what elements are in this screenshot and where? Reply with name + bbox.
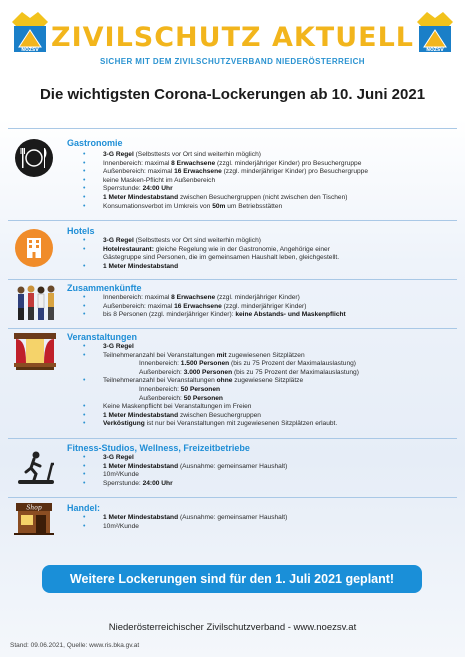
- page-title: ZIVILSCHUTZ AKTUELL: [51, 22, 414, 53]
- section-title: Gastronomie: [67, 138, 123, 148]
- page-subtitle: SICHER MIT DEM ZIVILSCHUTZVERBAND NIEDERÖSTERREICH: [100, 57, 365, 66]
- section-gastronomie: [8, 132, 457, 218]
- item-text: (zzgl. minderjähriger Kinder): [221, 302, 307, 310]
- list-item: [67, 151, 368, 160]
- emphasis-text: Verköstigung: [103, 420, 145, 428]
- emphasis-text: 1.500 Personen: [180, 360, 230, 368]
- item-text: um Betriebsstätten: [225, 202, 283, 210]
- list-item: [67, 412, 359, 421]
- item-text: zugewiesene Sitzplätze: [232, 377, 304, 385]
- list-item: [67, 395, 359, 404]
- list-item: [67, 246, 339, 255]
- item-text: zwischen Besuchergruppen: [178, 411, 261, 419]
- item-text: Innenbereich:: [139, 385, 181, 393]
- list-item: [67, 454, 287, 463]
- list-item: [67, 377, 359, 386]
- item-text: (bis zu 75 Prozent der Maximalauslastung): [229, 360, 356, 368]
- divider: [8, 220, 457, 221]
- emphasis-text: 1 Meter Mindestabstand: [103, 411, 179, 419]
- headline: Die wichtigsten Corona-Lockerungen ab 10. Juni 2021: [39, 86, 426, 103]
- list-item: [67, 311, 346, 320]
- item-text: zugewiesenen Sitzplätzen: [226, 351, 305, 359]
- item-text: Sperrstunde:: [103, 185, 143, 193]
- divider: [8, 438, 457, 439]
- list-item: [67, 203, 368, 212]
- list-item: [67, 463, 287, 472]
- list-item: [67, 303, 346, 312]
- section-title: Veranstaltungen: [67, 332, 138, 342]
- emphasis-text: 3-G Regel: [103, 454, 134, 461]
- section-zusammenkuenfte: [8, 281, 457, 327]
- list-item: [67, 185, 368, 194]
- list-item: [67, 403, 359, 412]
- emphasis-text: 50m: [212, 202, 226, 210]
- section-title: Hotels: [67, 226, 95, 236]
- emphasis-text: 16 Erwachsene: [174, 168, 222, 176]
- emphasis-text: 1 Meter Mindestabstand: [103, 193, 179, 201]
- item-text: (Selbsttests vor Ort sind weiterhin möglich): [133, 237, 261, 244]
- emphasis-text: 50 Personen: [183, 394, 223, 402]
- item-text: Teilnehmeranzahl bei Veranstaltungen: [103, 377, 217, 385]
- emphasis-text: Hotelrestaurant:: [103, 245, 154, 253]
- list-item: [67, 369, 359, 378]
- list-item: [67, 237, 339, 246]
- item-text: Gästegruppe sind Personen, die im gemeinsamen Haushalt leben, gleichgestellt.: [103, 254, 340, 262]
- divider: [8, 128, 457, 129]
- item-text: bis 8 Personen (zzgl. minderjähriger Kinder):: [103, 311, 236, 319]
- section-title: Handel:: [67, 503, 101, 513]
- list-item: [67, 194, 368, 203]
- item-text: (Ausnahme: gemeinsamer Haushalt): [178, 462, 288, 470]
- item-text: ist nur bei Veranstaltungen mit zugewiesenen Sitzplätzen erlaubt.: [144, 420, 338, 428]
- list-item: [67, 254, 339, 263]
- emphasis-text: keine Abstands- und Maskenpflicht: [235, 311, 346, 319]
- item-text: Außenbereich: maximal: [103, 302, 175, 310]
- list-item: [67, 263, 339, 272]
- logo-text: NÖZSV: [426, 48, 444, 53]
- footer-text: Niederösterreichischer Zivilschutzverband - www.noezsv.at: [108, 622, 357, 633]
- item-text: (Selbsttests vor Ort sind weiterhin möglich): [133, 151, 261, 158]
- emphasis-text: ohne: [216, 377, 233, 385]
- emphasis-text: 3-G Regel: [103, 343, 134, 350]
- emphasis-text: 16 Erwachsene: [174, 302, 222, 310]
- emphasis-text: 1 Meter Mindestabstand: [103, 514, 179, 521]
- list-item: [67, 420, 359, 429]
- divider: [8, 279, 457, 280]
- item-text: Innenbereich: maximal: [103, 294, 172, 301]
- emphasis-text: 3.000 Personen: [183, 368, 233, 376]
- list-item: [67, 360, 359, 369]
- announcement-banner: Weitere Lockerungen sind für den 1. Juli 2021 geplant!: [42, 565, 422, 593]
- section-list: [67, 237, 339, 271]
- section-handel: [8, 499, 457, 539]
- emphasis-text: 1 Meter Mindestabstand: [103, 462, 179, 470]
- item-text: Außenbereich:: [139, 368, 184, 376]
- item-text: (zzgl. minderjähriger Kinder) pro Besuchergruppe: [215, 159, 362, 167]
- item-text: zwischen Besuchergruppen (nicht zwischen den Tischen): [178, 193, 348, 201]
- item-text: keine Masken-Pflicht im Außenbereich: [103, 176, 216, 184]
- item-text: 10m²/Kunde: [103, 522, 139, 530]
- list-item: [67, 514, 287, 523]
- item-text: Innenbereich:: [139, 360, 181, 368]
- item-text: Keine Maskenpflicht bei Veranstaltungen im Freien: [103, 403, 252, 411]
- section-list: [67, 294, 346, 320]
- plate-cutlery-icon: [14, 138, 54, 178]
- item-text: Konsumationsverbot im Umkreis von: [103, 202, 213, 210]
- emphasis-text: 3-G Regel: [103, 237, 134, 244]
- section-hotels: [8, 222, 457, 278]
- divider: [8, 497, 457, 498]
- item-text: Außenbereich: maximal: [103, 168, 175, 176]
- item-text: Innenbereich: maximal: [103, 159, 172, 167]
- emphasis-text: 24:00 Uhr: [142, 479, 173, 487]
- section-veranstaltungen: [8, 330, 457, 437]
- list-item: [67, 523, 287, 532]
- people-group-icon: [14, 284, 58, 322]
- logo-text: NÖZSV: [21, 48, 39, 53]
- emphasis-text: 24:00 Uhr: [142, 185, 173, 193]
- item-text: Außenbereich:: [139, 394, 184, 402]
- item-text: (Ausnahme: gemeinsamer Haushalt): [178, 514, 288, 521]
- section-list: [67, 454, 287, 488]
- section-fitness: [8, 440, 457, 496]
- emphasis-text: 8 Erwachsene: [171, 294, 216, 301]
- list-item: [67, 160, 368, 169]
- section-list: [67, 151, 368, 211]
- emphasis-text: 50 Personen: [180, 385, 221, 393]
- section-list: [67, 514, 287, 531]
- shop-storefront-icon: [14, 503, 54, 535]
- hotel-building-icon: [14, 228, 54, 268]
- shop-sign-text: Shop: [26, 504, 42, 512]
- divider: [8, 328, 457, 329]
- source-note: Stand: 09.06.2021, Quelle: www.ris.bka.gv.at: [10, 642, 140, 649]
- emphasis-text: 3-G Regel: [103, 151, 134, 158]
- section-title: Fitness-Studios, Wellness, Freizeitbetriebe: [67, 443, 250, 453]
- list-item: [67, 294, 346, 303]
- section-list: [67, 343, 359, 429]
- item-text: (zzgl. minderjähriger Kinder): [215, 294, 300, 301]
- list-item: [67, 168, 368, 177]
- list-item: [67, 480, 287, 489]
- item-text: Sperrstunde:: [103, 479, 143, 487]
- item-text: (bis zu 75 Prozent der Maximalauslastung): [232, 368, 359, 376]
- list-item: [67, 343, 359, 352]
- theater-stage-icon: [14, 333, 56, 371]
- list-item: [67, 386, 359, 395]
- emphasis-text: 8 Erwachsene: [171, 159, 216, 167]
- emphasis-text: 1 Meter Mindestabstand: [103, 262, 179, 270]
- list-item: [67, 471, 287, 480]
- treadmill-runner-icon: [14, 450, 56, 486]
- item-text: (zzgl. minderjähriger Kinder) pro Besuchergruppe: [221, 168, 368, 176]
- item-text: Teilnehmeranzahl bei Veranstaltungen: [103, 351, 217, 359]
- section-title: Zusammenkünfte: [67, 283, 142, 293]
- list-item: [67, 352, 359, 361]
- item-text: gleiche Regelung wie in der Gastronomie, Angehörige einer: [153, 245, 330, 253]
- item-text: 10m²/Kunde: [103, 471, 139, 479]
- emphasis-text: mit: [216, 351, 227, 359]
- list-item: [67, 177, 368, 186]
